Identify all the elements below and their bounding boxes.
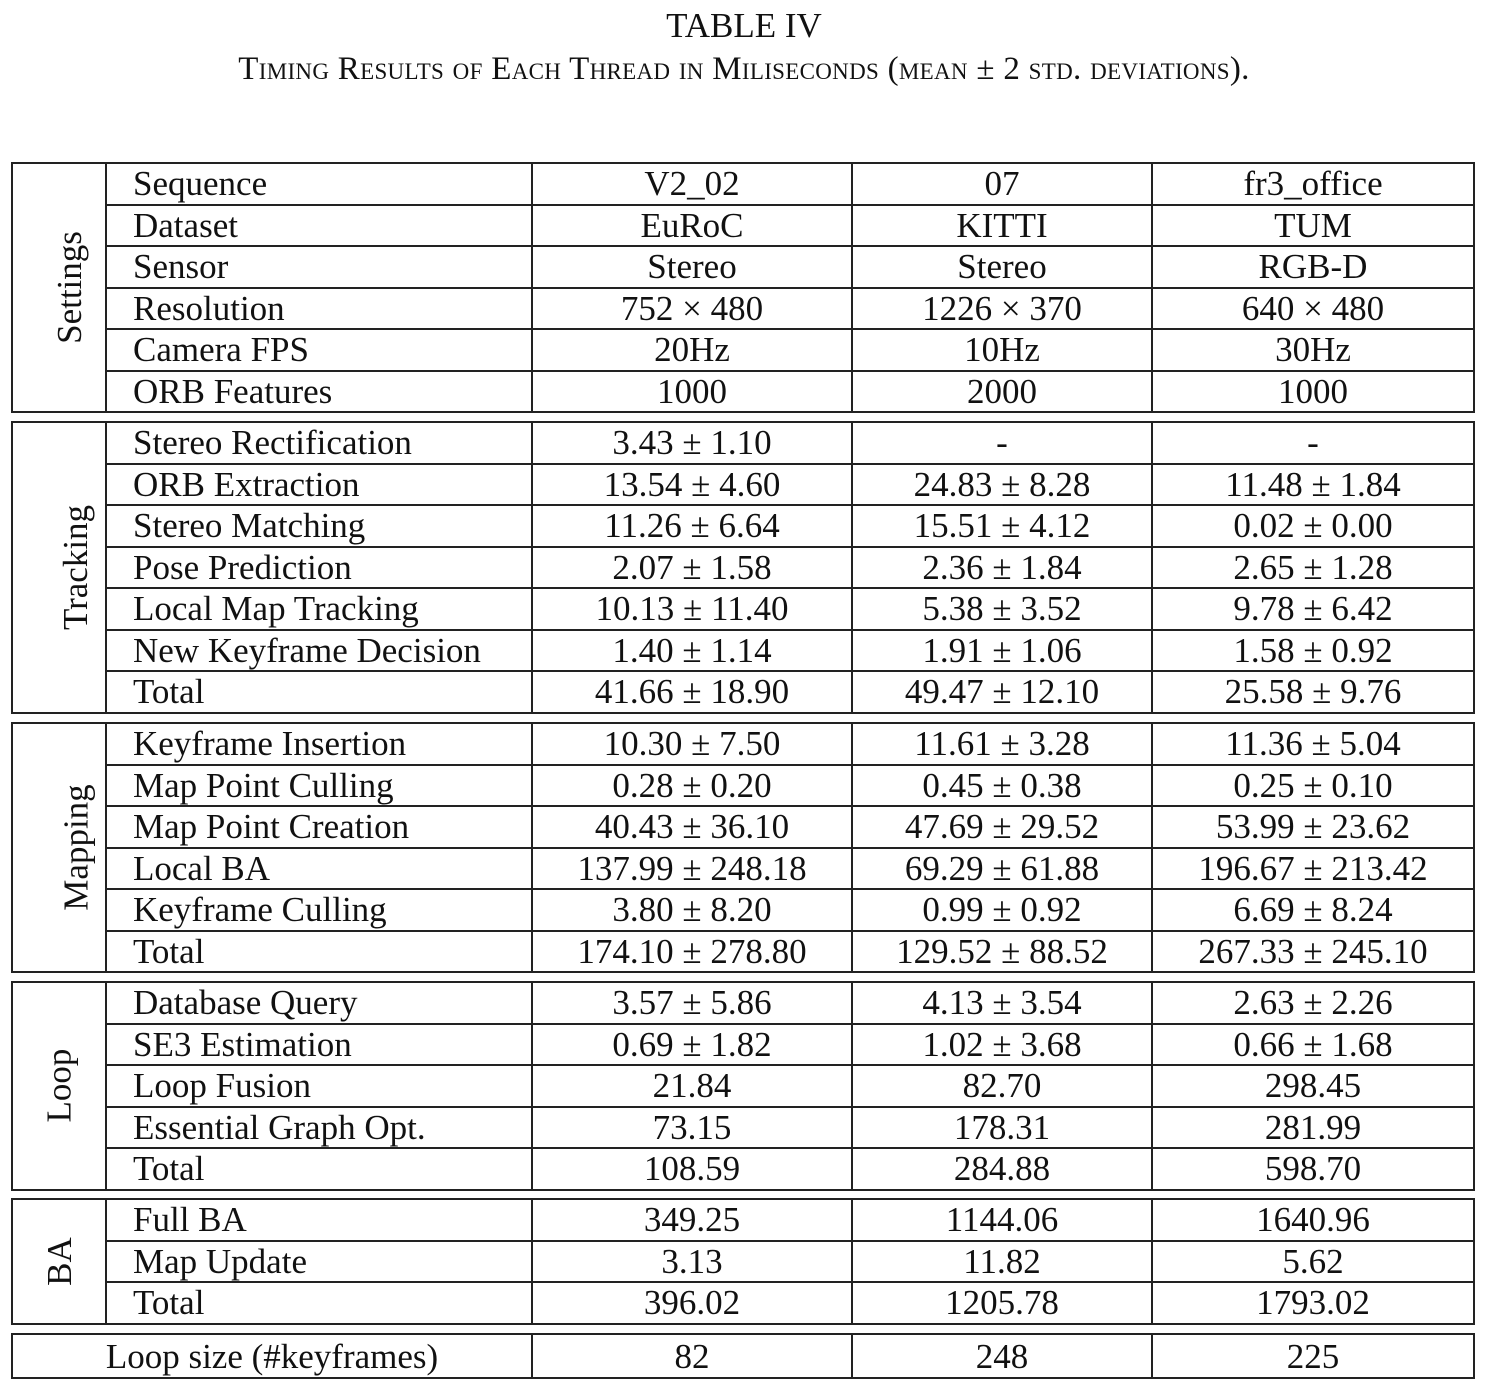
value-cell: 640 × 480 [1152,288,1474,330]
value-cell: 281.99 [1152,1107,1474,1149]
value-cell: 4.13 ± 3.54 [852,982,1152,1024]
row-label: Stereo Matching [106,505,532,547]
value-cell: 298.45 [1152,1065,1474,1107]
value-cell: 41.66 ± 18.90 [532,671,852,713]
row-label: Keyframe Culling [106,889,532,931]
group-label: Settings [49,231,89,344]
footer-block [11,1333,1475,1379]
value-cell: 108.59 [532,1148,852,1190]
table-row [12,1024,1474,1066]
value-cell: 11.48 ± 1.84 [1152,464,1474,506]
group-label: BA [39,1236,79,1286]
value-cell: 30Hz [1152,329,1474,371]
row-label: Dataset [106,205,532,247]
value-cell: 20Hz [532,329,852,371]
row-label: Camera FPS [106,329,532,371]
row-label: Stereo Rectification [106,422,532,464]
group-label: Mapping [56,784,96,911]
row-label: Essential Graph Opt. [106,1107,532,1149]
table-row [12,982,1474,1024]
value-cell: 5.62 [1152,1241,1474,1283]
row-label: Keyframe Insertion [106,723,532,765]
table-row [12,329,1474,371]
table-caption-subtitle: Timing Results of Each Thread in Miliseconds (mean ± 2 std. deviations). [238,51,1250,87]
value-cell: 25.58 ± 9.76 [1152,671,1474,713]
value-cell: 13.54 ± 4.60 [532,464,852,506]
value-cell: 1226 × 370 [852,288,1152,330]
value-cell: 6.69 ± 8.24 [1152,889,1474,931]
value-cell: 07 [852,163,1152,205]
value-cell: 284.88 [852,1148,1152,1190]
row-label: SE3 Estimation [106,1024,532,1066]
value-cell: Stereo [852,246,1152,288]
value-cell: 11.36 ± 5.04 [1152,723,1474,765]
value-cell: 0.02 ± 0.00 [1152,505,1474,547]
value-cell: 1205.78 [852,1282,1152,1324]
value-cell: 396.02 [532,1282,852,1324]
value-cell: 3.43 ± 1.10 [532,422,852,464]
group-label: Tracking [56,504,96,630]
value-cell: 0.66 ± 1.68 [1152,1024,1474,1066]
row-label: New Keyframe Decision [106,630,532,672]
table-row [12,1148,1474,1190]
value-cell: 5.38 ± 3.52 [852,588,1152,630]
value-cell: 11.26 ± 6.64 [532,505,852,547]
row-label: Pose Prediction [106,547,532,589]
value-cell: 2.36 ± 1.84 [852,547,1152,589]
value-cell: V2_02 [532,163,852,205]
row-label: Total [106,931,532,973]
value-cell: 69.29 ± 61.88 [852,848,1152,890]
row-label: Map Point Culling [106,765,532,807]
group-label-cell [12,982,106,1190]
value-cell: 3.80 ± 8.20 [532,889,852,931]
row-label: Local Map Tracking [106,588,532,630]
value-cell: 137.99 ± 248.18 [532,848,852,890]
value-cell: 2.07 ± 1.58 [532,547,852,589]
value-cell: 9.78 ± 6.42 [1152,588,1474,630]
row-label: Map Point Creation [106,806,532,848]
table-row [12,723,1474,765]
value-cell: 2000 [852,371,1152,413]
value-cell: 15.51 ± 4.12 [852,505,1152,547]
value-cell: EuRoC [532,205,852,247]
value-cell: 49.47 ± 12.10 [852,671,1152,713]
value-cell: 2.65 ± 1.28 [1152,547,1474,589]
group-label-cell [12,1199,106,1324]
value-cell: 1.91 ± 1.06 [852,630,1152,672]
value-cell: KITTI [852,205,1152,247]
row-label: ORB Features [106,371,532,413]
row-label: Sequence [106,163,532,205]
table-row [12,671,1474,713]
table-row [12,1199,1474,1241]
table-row [12,931,1474,973]
value-cell: 0.99 ± 0.92 [852,889,1152,931]
row-label: Sensor [106,246,532,288]
footer-label: Loop size (#keyframes) [12,1334,532,1378]
table-row [12,848,1474,890]
value-cell: 1.02 ± 3.68 [852,1024,1152,1066]
value-cell: 47.69 ± 29.52 [852,806,1152,848]
row-label: Full BA [106,1199,532,1241]
value-cell: 225 [1152,1334,1474,1378]
value-cell: 248 [852,1334,1152,1378]
value-cell: 129.52 ± 88.52 [852,931,1152,973]
value-cell: 1640.96 [1152,1199,1474,1241]
table-row [12,1334,1474,1378]
value-cell: 2.63 ± 2.26 [1152,982,1474,1024]
value-cell: 1144.06 [852,1199,1152,1241]
table-row [12,163,1474,205]
value-cell: 53.99 ± 23.62 [1152,806,1474,848]
value-cell: 11.61 ± 3.28 [852,723,1152,765]
value-cell: 82.70 [852,1065,1152,1107]
value-cell: 0.25 ± 0.10 [1152,765,1474,807]
value-cell: - [852,422,1152,464]
table-row [12,547,1474,589]
value-cell: 21.84 [532,1065,852,1107]
row-label: Resolution [106,288,532,330]
table-row [12,806,1474,848]
value-cell: 598.70 [1152,1148,1474,1190]
table-row [12,889,1474,931]
value-cell: RGB-D [1152,246,1474,288]
row-label: Total [106,1282,532,1324]
table-row [12,464,1474,506]
value-cell: 0.45 ± 0.38 [852,765,1152,807]
value-cell: 267.33 ± 245.10 [1152,931,1474,973]
table-row [12,422,1474,464]
table-row [12,1065,1474,1107]
value-cell: 3.57 ± 5.86 [532,982,852,1024]
row-label: Map Update [106,1241,532,1283]
value-cell: 11.82 [852,1241,1152,1283]
value-cell: 10.30 ± 7.50 [532,723,852,765]
row-label: Database Query [106,982,532,1024]
value-cell: fr3_office [1152,163,1474,205]
value-cell: 73.15 [532,1107,852,1149]
value-cell: 40.43 ± 36.10 [532,806,852,848]
value-cell: 0.28 ± 0.20 [532,765,852,807]
value-cell: 1000 [1152,371,1474,413]
table-caption-title: TABLE IV [666,6,822,45]
table-row [12,246,1474,288]
table-row [12,630,1474,672]
value-cell: 174.10 ± 278.80 [532,931,852,973]
value-cell: TUM [1152,205,1474,247]
group-block-tracking [11,421,1475,714]
row-label: Local BA [106,848,532,890]
group-block-loop [11,981,1475,1191]
group-block-mapping [11,722,1475,973]
value-cell: 0.69 ± 1.82 [532,1024,852,1066]
value-cell: 178.31 [852,1107,1152,1149]
value-cell: 196.67 ± 213.42 [1152,848,1474,890]
value-cell: 1000 [532,371,852,413]
table-row [12,1107,1474,1149]
row-label: ORB Extraction [106,464,532,506]
table-row [12,371,1474,413]
table-row [12,1241,1474,1283]
value-cell: 10Hz [852,329,1152,371]
group-block-settings [11,162,1475,413]
table-row [12,288,1474,330]
value-cell: 1793.02 [1152,1282,1474,1324]
value-cell: 24.83 ± 8.28 [852,464,1152,506]
value-cell: 82 [532,1334,852,1378]
value-cell: 10.13 ± 11.40 [532,588,852,630]
value-cell: 752 × 480 [532,288,852,330]
row-label: Loop Fusion [106,1065,532,1107]
group-label-cell [12,723,106,972]
value-cell: Stereo [532,246,852,288]
table-row [12,1282,1474,1324]
table-row [12,505,1474,547]
table-row [12,765,1474,807]
value-cell: 3.13 [532,1241,852,1283]
group-label-cell [12,422,106,713]
value-cell: - [1152,422,1474,464]
row-label: Total [106,671,532,713]
value-cell: 1.58 ± 0.92 [1152,630,1474,672]
group-label-cell [12,163,106,412]
table-row [12,205,1474,247]
row-label: Total [106,1148,532,1190]
group-label: Loop [39,1048,79,1123]
value-cell: 349.25 [532,1199,852,1241]
value-cell: 1.40 ± 1.14 [532,630,852,672]
table-row [12,588,1474,630]
group-block-ba [11,1198,1475,1325]
